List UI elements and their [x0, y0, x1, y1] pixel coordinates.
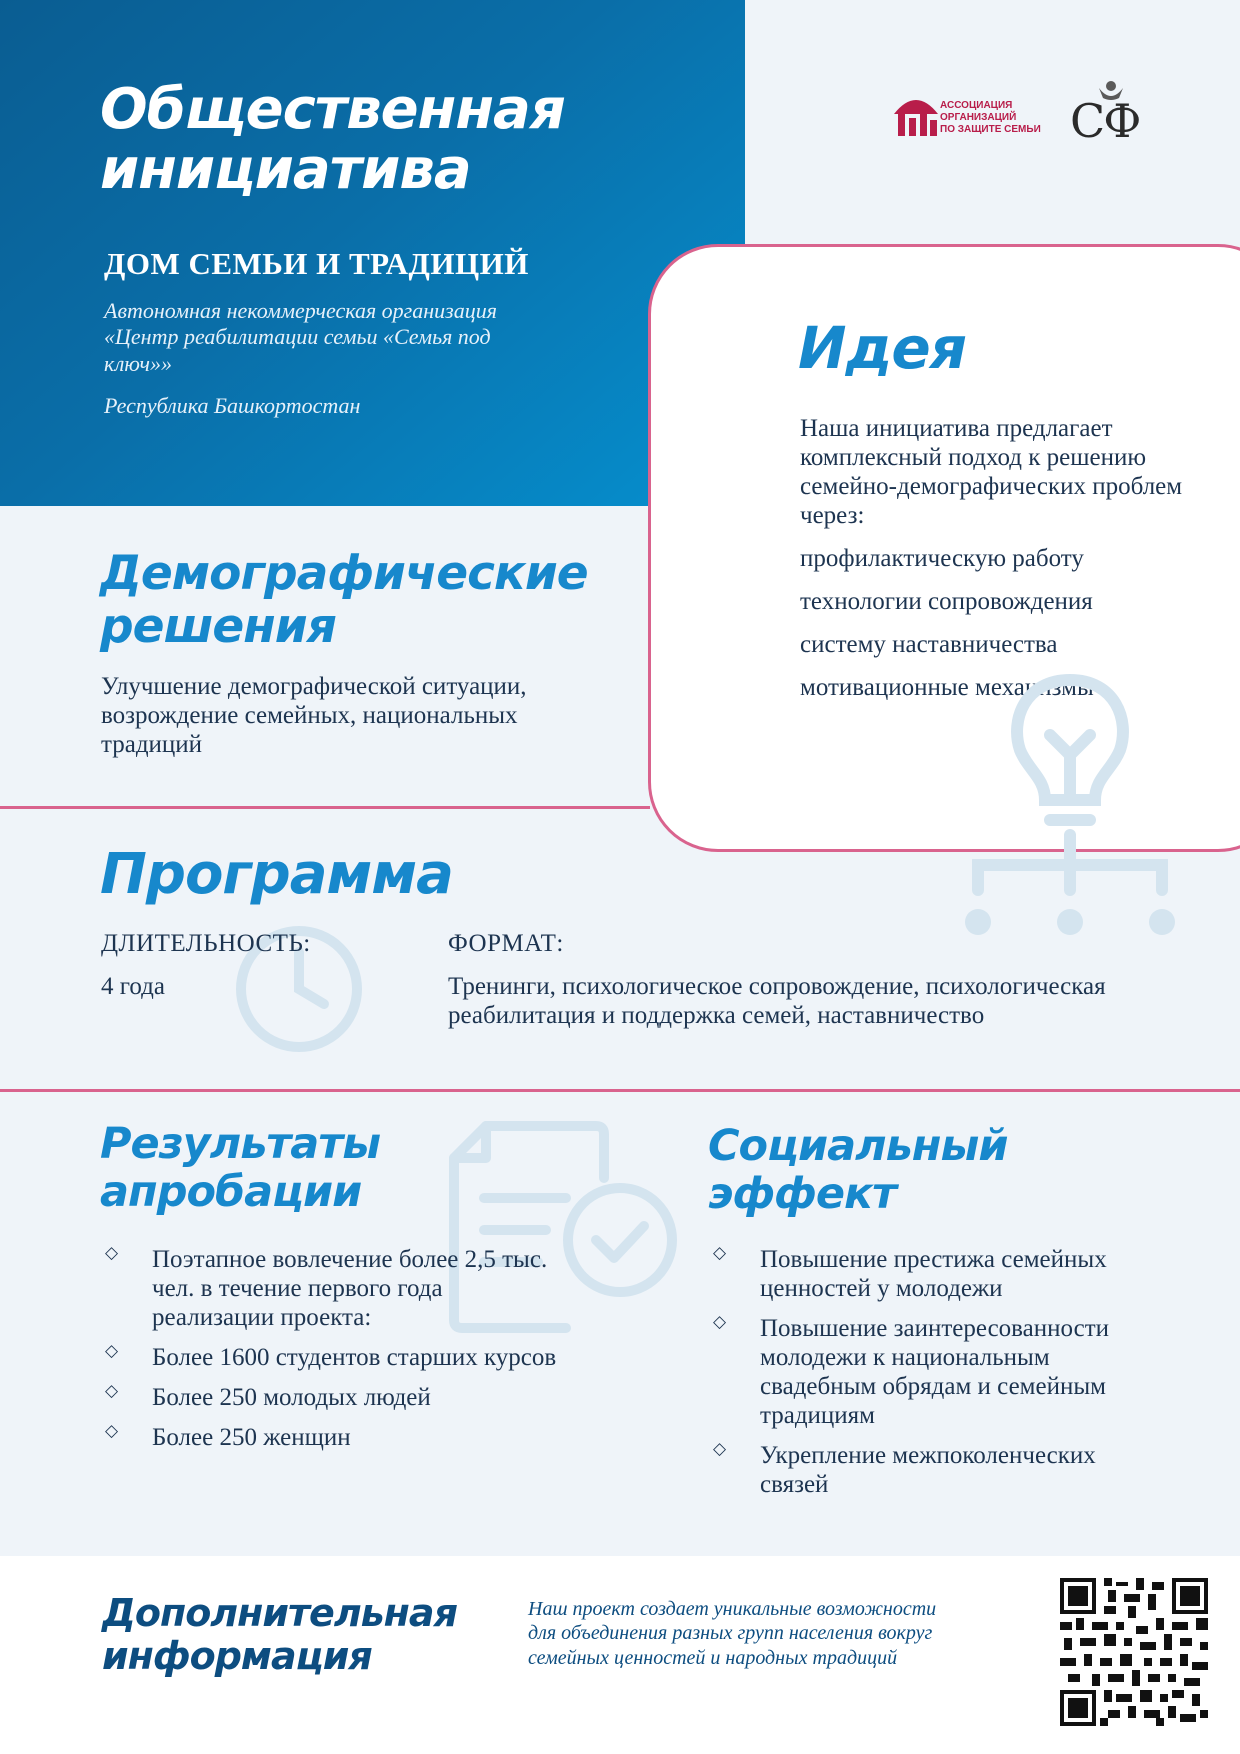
- idea-item: технологии сопровождения: [800, 588, 1093, 615]
- umbrella-house-icon: [890, 88, 942, 140]
- demographic-text: Улучшение демографической ситуации, возрождение семейных, национальных традиций: [101, 673, 527, 758]
- page-title-line-2: инициатива: [100, 136, 471, 202]
- lightbulb-network-icon: [950, 660, 1190, 940]
- social-effect-title: [708, 1122, 1008, 1218]
- organization-line-3: ключ»»: [104, 350, 173, 376]
- idea-item: профилактическую работу: [800, 545, 1084, 572]
- list-item: ◇ Поэтапное вовлечение более 2,5 тыс. чел. в течение первого года реализации проекта:: [102, 1245, 562, 1332]
- idea-title: Идея: [798, 314, 966, 382]
- additional-info-title: [102, 1592, 457, 1677]
- association-logo-line-3: ПО ЗАЩИТЕ СЕМЬИ: [940, 124, 1041, 135]
- association-logo-line-1: АССОЦИАЦИЯ: [940, 100, 1013, 111]
- idea-intro: Наша инициатива предлагает комплексный подход к решению семейно-демографических проблем через:: [800, 415, 1183, 529]
- program-title: Программа: [100, 842, 453, 907]
- page-title: [100, 77, 565, 202]
- list-item: ◇ Более 250 молодых людей: [102, 1383, 562, 1412]
- social-effect-list: [710, 1245, 1170, 1510]
- duration-label: ДЛИТЕЛЬНОСТЬ:: [101, 930, 311, 957]
- additional-info-text: Наш проект создает уникальные возможности для объединения разных групп населения вокруг семейных ценностей и народных традиций: [528, 1598, 937, 1669]
- divider-line: [0, 1089, 1240, 1092]
- results-title: [100, 1120, 380, 1216]
- divider-line: [0, 806, 650, 809]
- social-effect-title-line-1: Социальный: [708, 1121, 1008, 1171]
- association-logo: [890, 86, 1040, 142]
- association-logo-line-2: ОРГАНИЗАЦИЙ: [940, 112, 1017, 123]
- idea-item: мотивационные механизмы: [800, 674, 1094, 701]
- demographic-title-line-1: Демографические: [100, 546, 588, 601]
- social-effect-title-line-2: эффект: [708, 1169, 897, 1220]
- organization-line-1: Автономная некоммерческая организация: [104, 298, 497, 323]
- page-title-line-1: Общественная: [100, 77, 565, 142]
- list-item: ◇ Повышение заинтересованности молодежи к национальным свадебным обрядам и семейным традициям: [710, 1314, 1170, 1430]
- results-list: [102, 1245, 562, 1463]
- format-label: ФОРМАТ:: [448, 930, 564, 957]
- format-value: Тренинги, психологическое сопровождение, психологическая реабилитация и поддержка семей, наставничество: [448, 973, 1106, 1029]
- region: Республика Башкортостан: [104, 393, 361, 418]
- additional-info-title-line-2: информация: [102, 1633, 372, 1678]
- demographic-title-line-2: решения: [100, 598, 336, 654]
- organization-line-2: «Центр реабилитации семьи «Семья под: [104, 324, 491, 350]
- qr-code-icon[interactable]: [1060, 1578, 1208, 1726]
- federation-council-logo-text: СФ: [1070, 94, 1140, 148]
- list-item: ◇ Более 250 женщин: [102, 1423, 562, 1452]
- results-title-line-2: апробации: [100, 1167, 362, 1218]
- list-item: ◇ Более 1600 студентов старших курсов: [102, 1343, 562, 1372]
- list-item: ◇ Повышение престижа семейных ценностей у молодежи: [710, 1245, 1170, 1303]
- duration-value: 4 года: [101, 973, 165, 1000]
- idea-item: систему наставничества: [800, 631, 1058, 658]
- demographic-title: [100, 548, 588, 653]
- list-item: ◇ Укрепление межпоколенческих связей: [710, 1441, 1170, 1499]
- project-name: ДОМ СЕМЬИ И ТРАДИЦИЙ: [104, 246, 529, 281]
- federation-council-logo: [1070, 78, 1150, 148]
- results-title-line-1: Результаты: [100, 1119, 381, 1169]
- additional-info-title-line-1: Дополнительная: [102, 1591, 457, 1635]
- organization-name: [104, 298, 624, 377]
